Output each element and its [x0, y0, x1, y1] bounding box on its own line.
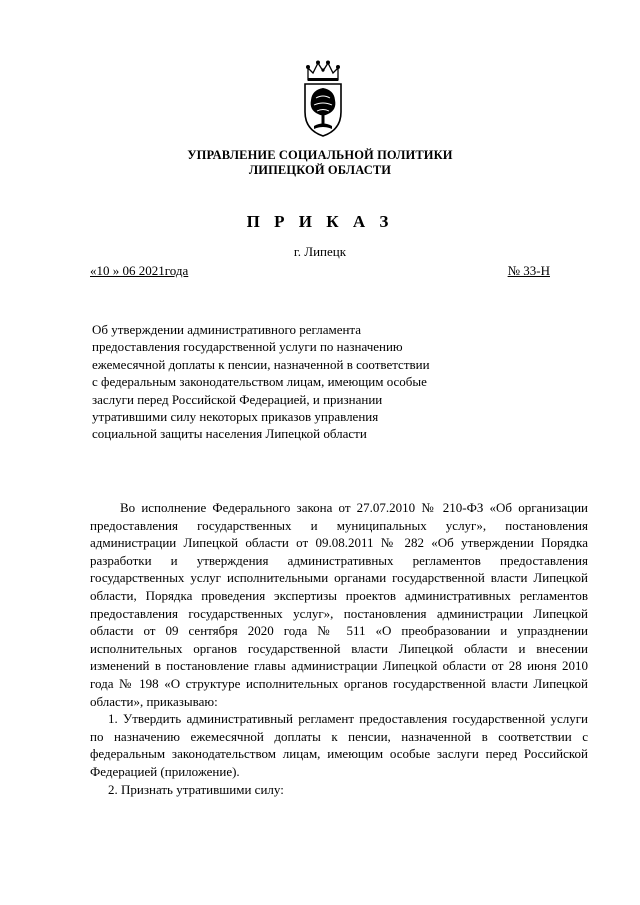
- org-name-line1: УПРАВЛЕНИЕ СОЦИАЛЬНОЙ ПОЛИТИКИ: [187, 148, 453, 162]
- preamble-paragraph: Во исполнение Федерального закона от 27.07.2010 № 210-ФЗ «Об организации предоставления государственных и муниципальных услуг», постановления администрации Липецкой области от 09.08.2011 № 282 «Об утверждении Порядка разработки и утверждения административных регламентов предоставления государственных услуг исполнительными органами государственной власти Липецкой области, Порядка проведения экспертизы проектов административных регламентов предоставления государственных услуг», постановления администрации Липецкой области от 09 сентября 2020 года № 511 «О преобразовании и упразднении исполнительных органов государственной власти Липецкой области и внесении изменений в постановление главы администрации Липецкой области от 28 июня 2010 года № 198 «О структуре исполнительных органов государственной власти Липецкой области», приказываю:: [90, 500, 588, 709]
- coat-of-arms-emblem: [302, 60, 344, 138]
- document-city: г. Липецк: [293, 244, 347, 259]
- order-item: 2. Признать утратившими силу:: [108, 781, 284, 797]
- order-item: 1. Утвердить административный регламент предоставления государственной услуги по назначению ежемесячной доплаты к пенсии, назначенной в соответствии с федеральным законодательством лицам, имеющим особые заслуги перед Российской Федерацией (приложение).: [90, 711, 588, 779]
- order-items-list: [90, 710, 588, 798]
- document-subject: Об утверждении административного регламента предоставления государственной услуги по назначению ежемесячной доплаты к пенсии, назначенной в соответствии с федеральным законодательством лицам, имеющим особые заслуги перед Российской Федерацией, и признании утратившими силу некоторых приказов управления социальной защиты населения Липецкой области: [92, 322, 430, 442]
- document-number: № 33-Н: [507, 263, 550, 278]
- document-body: [90, 499, 588, 798]
- org-name-line2: ЛИПЕЦКОЙ ОБЛАСТИ: [248, 163, 392, 177]
- document-date: «10 » 06 2021года: [90, 263, 189, 278]
- document-title: П Р И К А З: [246, 212, 394, 231]
